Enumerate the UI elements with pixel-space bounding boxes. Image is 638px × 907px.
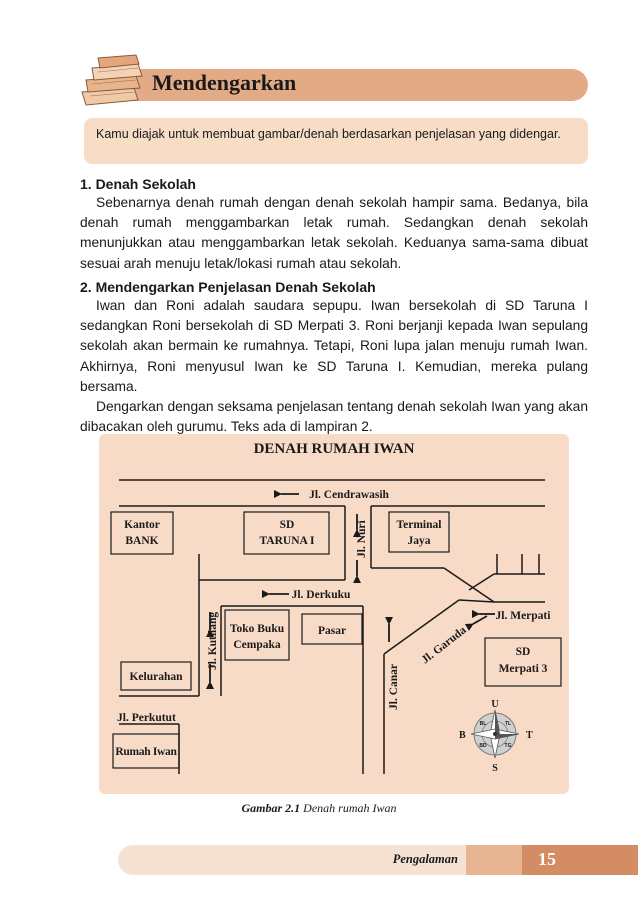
section-2-heading: 2. Mendengarkan Penjelasan Denah Sekolah: [80, 279, 376, 295]
section-1-body: [80, 193, 588, 274]
caption-number: Gambar 2.1: [241, 801, 301, 815]
compass-southwest: BD: [479, 743, 487, 749]
map-diagram: [99, 434, 569, 794]
sd-merpati-label-2: Merpati 3: [498, 663, 548, 675]
kelurahan-label: Kelurahan: [129, 671, 183, 683]
compass-rose-icon: [459, 699, 533, 774]
sd-taruna-label-2: TARUNA I: [259, 535, 315, 547]
street-nuri-label: Jl. Nuri: [356, 520, 368, 558]
street-perkutut-label: Jl. Perkutut: [117, 712, 176, 724]
section-2-paragraph-1: Iwan dan Roni adalah saudara sepupu. Iwan bersekolah di SD Taruna I sedangkan Roni bersekolah di SD Merpati 3. Roni berjanji kepada Iwan sepulang sekolah akan bermain ke rumahnya. Tetapi, Roni lupa jalan menuju rumah Iwan. Akhirnya, Roni menyusul Iwan ke SD Taruna I. Kemudian, mereka pulang bersama.: [80, 298, 588, 394]
street-kutilang-label: Jl. Kutilang: [207, 611, 219, 670]
street-cendrawasih-label: Jl. Cendrawasih: [309, 489, 389, 501]
direction-arrows: [210, 494, 495, 682]
compass-northwest: BL: [479, 721, 487, 727]
street-derkuku-label: Jl. Derkuku: [291, 589, 351, 601]
books-icon: [76, 52, 154, 110]
figure-caption: [0, 801, 638, 816]
terminal-label-1: Terminal: [396, 519, 442, 531]
footer-accent: [466, 845, 522, 875]
street-garuda-label: Jl. Garuda: [419, 624, 469, 667]
compass-east: T: [526, 730, 533, 741]
compass-north: U: [491, 699, 499, 710]
pasar-label: Pasar: [317, 625, 347, 637]
kantor-bank-label-2: BANK: [125, 535, 159, 547]
toko-buku-label-1: Toko Buku: [229, 623, 285, 635]
street-merpati-label: Jl. Merpati: [495, 610, 551, 622]
kantor-bank-label-1: Kantor: [124, 519, 160, 531]
rumah-iwan-label: Rumah Iwan: [115, 746, 177, 758]
compass-northeast: TL: [504, 721, 512, 727]
toko-buku-label-2: Cempaka: [233, 639, 281, 651]
terminal-label-2: Jaya: [407, 535, 431, 547]
compass-south: S: [492, 763, 498, 774]
section-2-body: [80, 296, 588, 437]
sd-taruna-label-1: SD: [279, 519, 295, 531]
intro-box: Kamu diajak untuk membuat gambar/denah berdasarkan penjelasan yang didengar.: [84, 118, 588, 164]
section-1-paragraph: Sebenarnya denah rumah dengan denah sekolah hampir sama. Bedanya, bila denah rumah menggambarkan letak rumah. Sedangkan denah sekolah menunjukkan atau menggambarkan letak sekolah. Keduanya sama-sama dibuat sesuai arah menuju letak/lokasi rumah atau sekolah.: [80, 195, 588, 271]
page-number: 15: [538, 849, 556, 869]
map-title: DENAH RUMAH IWAN: [253, 441, 415, 457]
street-canar-label: Jl. Canar: [388, 664, 400, 710]
caption-text: Denah rumah Iwan: [303, 801, 397, 815]
sd-merpati-label-1: SD: [515, 646, 531, 658]
compass-southeast: TG: [504, 743, 512, 749]
footer-chapter-label: Pengalaman: [392, 852, 458, 866]
section-1-heading: 1. Denah Sekolah: [80, 176, 196, 192]
page-title: Mendengarkan: [152, 70, 297, 95]
compass-west: B: [459, 730, 466, 741]
section-2-paragraph-2: Dengarkan dengan seksama penjelasan tentang denah sekolah Iwan yang akan dibacakan oleh gurumu. Teks ada di lampiran 2.: [80, 399, 588, 435]
